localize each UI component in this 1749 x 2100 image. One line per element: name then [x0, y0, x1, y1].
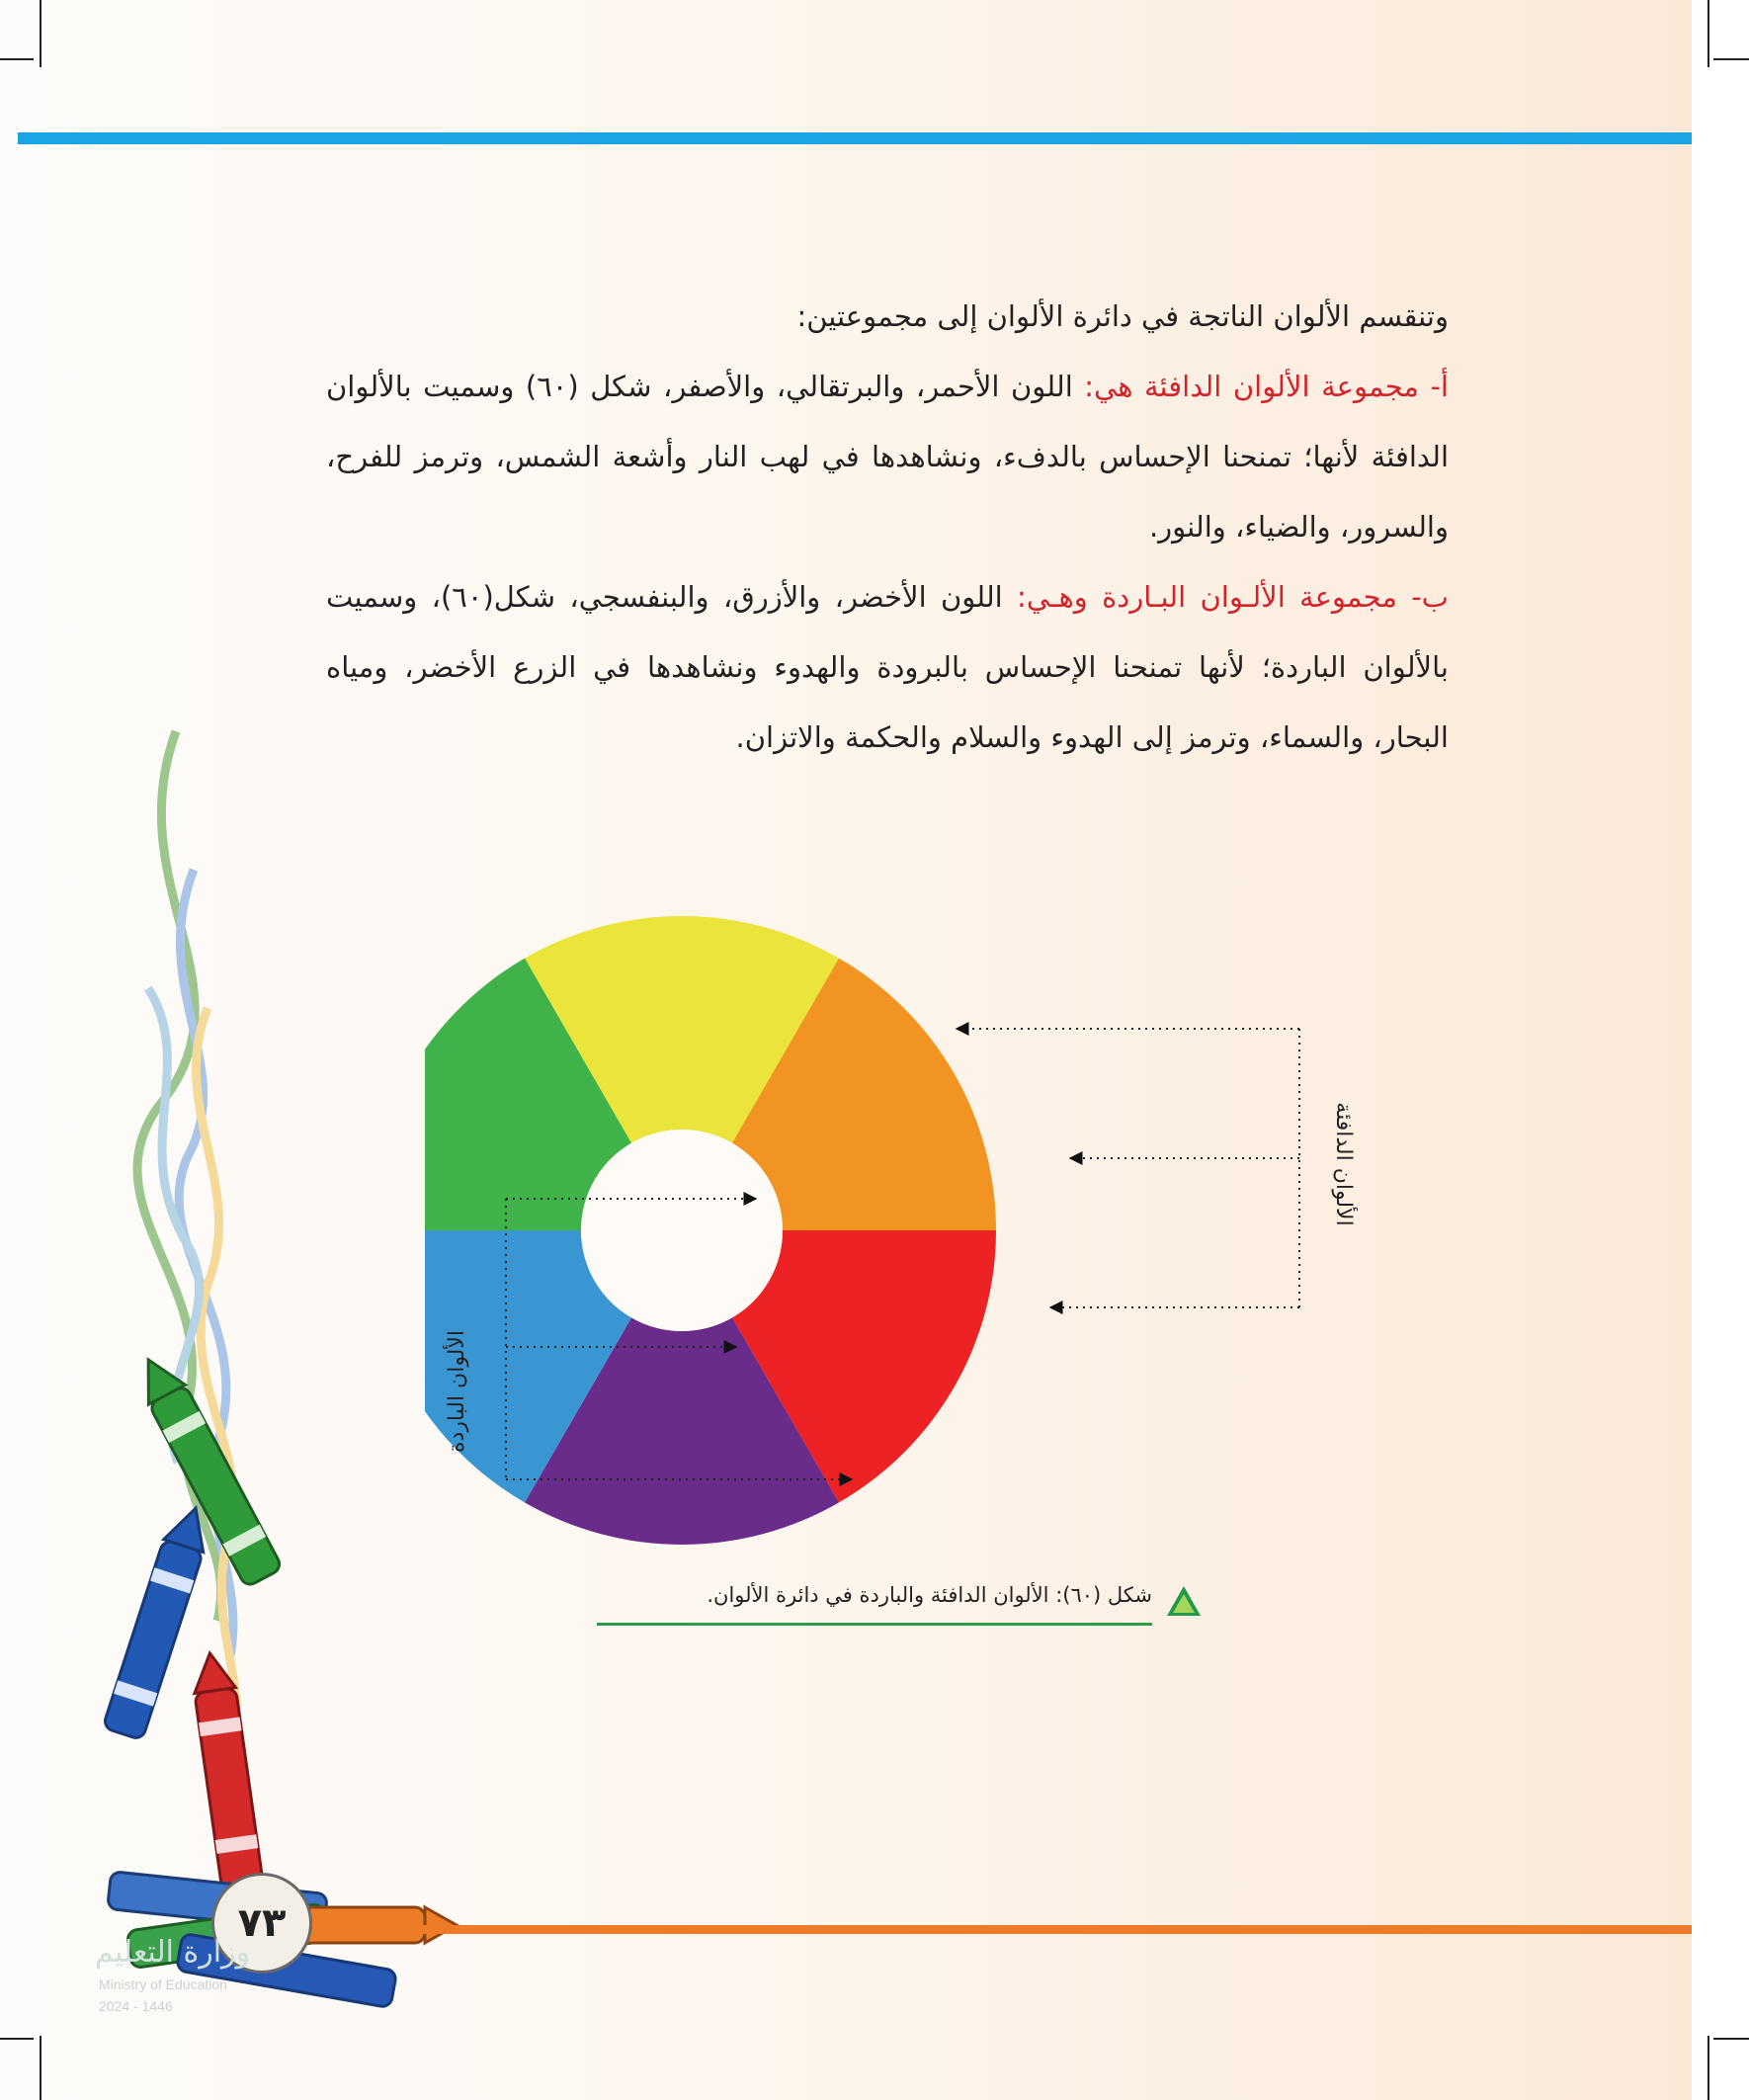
- warm-paragraph: [326, 352, 1492, 562]
- cool-paragraph: [326, 562, 1492, 773]
- caption-text: شكل (٦٠): الألوان الدافئة والباردة في دائرة الألوان.: [707, 1583, 1152, 1607]
- ministry-name-english: Ministry of Education: [99, 1976, 227, 1992]
- triangle-icon: [1164, 1583, 1204, 1619]
- top-accent-bar: [18, 132, 1692, 144]
- page-number: ٧٣: [237, 1900, 287, 1946]
- crop-mark: [1713, 58, 1749, 60]
- body-text: [326, 282, 1492, 773]
- intro-paragraph: وتنقسم الألوان الناتجة في دائرة الألوان إلى مجموعتين:: [796, 299, 1449, 333]
- crop-mark: [40, 2036, 42, 2100]
- ministry-watermark: [95, 1935, 273, 2044]
- ministry-name-arabic: وزارة التعليم: [95, 1935, 251, 1970]
- warm-colors-label: الألوان الدافئة: [1331, 1102, 1356, 1226]
- edition-year: 2024 - 1446: [99, 1998, 173, 2014]
- red-crayon: [190, 1650, 264, 1890]
- crop-mark: [1707, 0, 1709, 67]
- cool-colors-label: الألوان الباردة: [445, 1329, 469, 1454]
- warm-heading: أ- مجموعة الألوان الدافئة هي:: [1084, 370, 1449, 403]
- bottom-accent-bar: [415, 1925, 1692, 1934]
- caption-underline: [597, 1623, 1152, 1626]
- crop-mark: [1713, 2038, 1749, 2040]
- color-wheel-figure: [425, 889, 1393, 1581]
- wheel-center: [581, 1130, 783, 1331]
- crop-mark: [40, 0, 42, 67]
- crop-mark: [0, 2038, 34, 2040]
- crop-mark: [1707, 2036, 1709, 2100]
- cool-body: اللون الأخضر، والأزرق، والبنفسجي، شكل(٦٠)، وسميت بالألوان الباردة؛ لأنها تمنحنا الإحساس بالبرودة والهدوء ونشاهدها في الزرع الأخضر، ومياه البحار، والسماء، وترمز إلى الهدوء والسلام والحكمة والاتزان.: [326, 580, 1449, 754]
- crop-mark: [0, 58, 34, 60]
- crayons-illustration: [79, 712, 474, 2056]
- color-wheel: [425, 916, 996, 1545]
- figure-caption: [591, 1579, 1204, 1631]
- cool-heading: ب- مجموعة الألـوان البـاردة وهـي:: [1017, 580, 1449, 614]
- warm-body: اللون الأحمر، والبرتقالي، والأصفر، شكل (٦٠) وسميت بالألوان الدافئة لأنها؛ تمنحنا الإحساس بالدفء، ونشاهدها في لهب النار وأشعة الشمس، وترمز للفرح، والسرور، والضياء، والنور.: [326, 370, 1449, 544]
